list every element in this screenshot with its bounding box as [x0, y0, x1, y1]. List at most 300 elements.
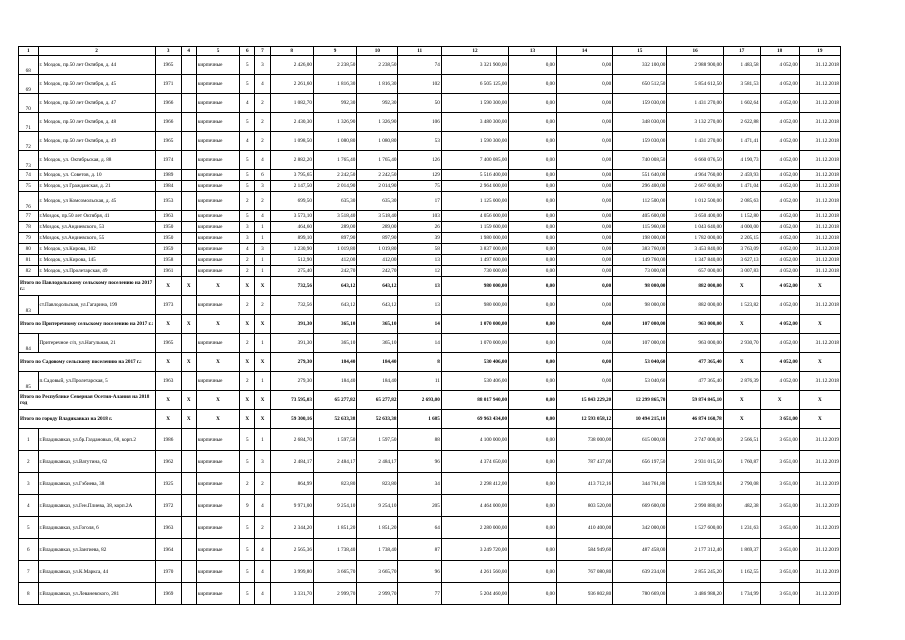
subtotal-cell: X [181, 353, 196, 372]
table-row [19, 583, 841, 605]
table-cell [181, 334, 196, 353]
subtotal-cell: X [255, 410, 270, 429]
table-cell: 5 [240, 181, 255, 192]
table-cell: 1958 [155, 255, 181, 266]
table-cell: 2 298 412,00 [441, 473, 508, 495]
subtotal-cell: 365,10 [313, 315, 356, 334]
table-cell [181, 233, 196, 244]
subtotal-cell: 530 406,00 [441, 353, 508, 372]
table-cell: 98 000,00 [613, 296, 667, 315]
table-cell: 31.12.2019 [799, 517, 840, 539]
table-cell: 1 869,37 [723, 539, 760, 561]
table-cell: 74 [398, 56, 441, 75]
table-cell: 412,00 [357, 255, 398, 266]
table-cell: 31.12.2019 [799, 429, 840, 451]
table-cell: 9 971,00 [270, 495, 313, 517]
table-cell: 3 486 988,20 [667, 583, 723, 605]
table-cell: 2 147,50 [270, 181, 313, 192]
subtotal-cell: 477 365,40 [667, 353, 723, 372]
subtotal-cell: 0,00 [556, 277, 612, 296]
table-cell: 4 [255, 561, 270, 583]
table-cell: 5 [240, 561, 255, 583]
table-cell: 31.12.2018 [799, 211, 840, 222]
table-cell: 4 [255, 583, 270, 605]
table-cell: 1 082,70 [270, 94, 313, 113]
table-cell: 767 080,80 [556, 561, 612, 583]
table-cell: 0,00 [509, 170, 557, 181]
subtotal-cell: X [723, 315, 760, 334]
subtotal-cell: X [240, 410, 255, 429]
table-cell: 11 [398, 372, 441, 391]
table-cell: 31.12.2018 [799, 132, 840, 151]
table-cell [181, 583, 196, 605]
table-cell: 1966 [155, 113, 181, 132]
table-cell: 0,00 [509, 266, 557, 277]
subtotal-cell: 14 [398, 315, 441, 334]
subtotal-cell: X [760, 391, 799, 410]
table-cell: 0,00 [556, 192, 612, 211]
subtotal-cell: X [196, 315, 239, 334]
table-cell: 2 238,50 [313, 56, 356, 75]
table-cell: 31.12.2018 [799, 244, 840, 255]
table-cell: 584 949,60 [556, 539, 612, 561]
table-cell: 3 651,00 [760, 451, 799, 473]
table-cell: 5 [240, 56, 255, 75]
column-number-16: 16 [667, 47, 723, 56]
table-cell: 53 [398, 132, 441, 151]
subtotal-cell: 88 017 940,00 [441, 391, 508, 410]
table-cell: 551 640,00 [613, 170, 667, 181]
table-cell: 0,00 [556, 170, 612, 181]
table-cell: 5 [240, 170, 255, 181]
subtotal-cell: X [255, 353, 270, 372]
wall-material-cell: кирпичные [196, 372, 239, 391]
table-cell: 5 [240, 151, 255, 170]
table-cell: 2 242,50 [357, 170, 398, 181]
address-cell: г.Моздок, пр.50 лет Октября, 41 [38, 211, 155, 222]
table-cell: 2 990 880,00 [667, 495, 723, 517]
table-cell: 13 [398, 255, 441, 266]
table-cell: 2 [240, 192, 255, 211]
table-cell: 4 [255, 75, 270, 94]
table-cell [181, 372, 196, 391]
table-cell [181, 296, 196, 315]
table-cell: 864,99 [270, 473, 313, 495]
table-cell: 4 052,00 [760, 56, 799, 75]
table-cell: 88 [398, 429, 441, 451]
table-row [19, 334, 841, 353]
table-cell: 31.12.2018 [799, 372, 840, 391]
table-cell: 1 098,50 [270, 132, 313, 151]
table-cell: 1 [255, 255, 270, 266]
table-cell: 31.12.2018 [799, 334, 840, 353]
table-cell [181, 495, 196, 517]
table-cell: 31.12.2018 [799, 151, 840, 170]
table-cell: 992,30 [357, 94, 398, 113]
table-cell: 656 197,50 [613, 451, 667, 473]
table-cell: 1 597,50 [357, 429, 398, 451]
table-cell: 1961 [155, 266, 181, 277]
table-cell: 0,00 [556, 372, 612, 391]
subtotal-cell: X [155, 315, 181, 334]
table-cell: 4 [255, 211, 270, 222]
address-cell: г.Владикавказ, ул.бр.Газдановых, 68, корп.2 [38, 429, 155, 451]
subtotal-cell: X [240, 315, 255, 334]
table-cell: 1 738,40 [313, 539, 356, 561]
subtotal-row [19, 353, 841, 372]
table-cell: 0,00 [509, 473, 557, 495]
table-cell: 1 851,20 [313, 517, 356, 539]
table-cell: 650 512,50 [613, 75, 667, 94]
table-cell [181, 429, 196, 451]
table-cell: 2 344,20 [270, 517, 313, 539]
subtotal-cell: 0,00 [556, 353, 612, 372]
wall-material-cell: кирпичные [196, 192, 239, 211]
table-cell: 4 100 000,00 [441, 429, 508, 451]
subtotal-cell: 732,56 [270, 277, 313, 296]
subtotal-cell: 8 [398, 353, 441, 372]
column-number-11: 11 [398, 47, 441, 56]
table-cell [181, 517, 196, 539]
subtotal-cell: 0,00 [556, 315, 612, 334]
table-cell: 1 326,90 [313, 113, 356, 132]
table-row [19, 473, 841, 495]
subtotal-cell: X [155, 410, 181, 429]
table-cell: 1 765,40 [357, 151, 398, 170]
table-cell: 4 052,00 [760, 75, 799, 94]
column-number-12: 12 [441, 47, 508, 56]
subtotal-cell: 13 [398, 277, 441, 296]
subtotal-cell: X [723, 353, 760, 372]
table-cell: 780 669,00 [613, 583, 667, 605]
table-cell: 738 000,00 [556, 429, 612, 451]
table-cell: 0,00 [509, 334, 557, 353]
row-number-cell: 70 [19, 94, 39, 113]
table-cell: 4 052,00 [760, 334, 799, 353]
table-cell: 1 [255, 222, 270, 233]
table-cell: 3 [240, 222, 255, 233]
table-cell: 0,00 [509, 583, 557, 605]
table-cell: 3 837 000,00 [441, 244, 508, 255]
table-cell: 0,00 [509, 75, 557, 94]
subtotal-cell: 882 000,00 [667, 277, 723, 296]
wall-material-cell: кирпичные [196, 561, 239, 583]
wall-material-cell: кирпичные [196, 56, 239, 75]
table-cell: 3 651,00 [760, 583, 799, 605]
table-cell: 1 816,30 [357, 75, 398, 94]
address-cell: г. Моздок, ул Комсомольская, д. 45 [38, 192, 155, 211]
table-cell: 5 854 612,50 [667, 75, 723, 94]
table-cell: 2 747 000,00 [667, 429, 723, 451]
table-cell: 1965 [155, 334, 181, 353]
table-cell: 2 [240, 372, 255, 391]
table-cell: 0,00 [509, 181, 557, 192]
table-cell: 730 000,00 [441, 266, 508, 277]
address-cell: г. Моздок, ул.Пролетарская, 49 [38, 266, 155, 277]
table-cell: 0,00 [556, 222, 612, 233]
table-cell: 50 [398, 94, 441, 113]
table-cell: 980 000,00 [441, 296, 508, 315]
table-cell: 1 [255, 334, 270, 353]
table-cell: 0,00 [509, 233, 557, 244]
table-cell: 1 816,30 [313, 75, 356, 94]
table-cell: 4 [255, 495, 270, 517]
wall-material-cell: кирпичные [196, 211, 239, 222]
table-cell: 1 431 270,00 [667, 94, 723, 113]
table-cell: 3 518,40 [357, 211, 398, 222]
subtotal-cell: 10 494 215,10 [613, 410, 667, 429]
table-cell [181, 244, 196, 255]
table-cell: 289,00 [357, 222, 398, 233]
subtotal-label: Итого по Республике Северная Осетия-Алания на 2018 год [19, 391, 156, 410]
table-cell: 4 052,00 [760, 222, 799, 233]
subtotal-cell: X [155, 277, 181, 296]
table-cell: 1959 [155, 244, 181, 255]
table-cell: 1925 [155, 473, 181, 495]
address-cell: г.Владикавказ, ул.Зангиева, 82 [38, 539, 155, 561]
table-cell: 5 [240, 211, 255, 222]
subtotal-cell: 4 052,00 [760, 315, 799, 334]
table-cell: 0,00 [509, 296, 557, 315]
table-cell: 787 437,00 [556, 451, 612, 473]
table-cell: 2 [255, 94, 270, 113]
table-cell: 2 [255, 113, 270, 132]
table-cell: 1986 [155, 429, 181, 451]
table-cell: 0,00 [509, 113, 557, 132]
subtotal-cell: X [799, 277, 840, 296]
table-cell: 0,00 [556, 132, 612, 151]
table-cell: 0,00 [509, 561, 557, 583]
table-cell: 1 043 640,00 [667, 222, 723, 233]
table-cell [181, 56, 196, 75]
table-cell: 464,60 [270, 222, 313, 233]
table-cell: 2 [255, 517, 270, 539]
table-cell: 2 622,88 [723, 113, 760, 132]
table-cell: 0,00 [509, 56, 557, 75]
table-cell: 31.12.2018 [799, 56, 840, 75]
table-cell: 115 960,00 [613, 222, 667, 233]
table-cell: 4 056 000,00 [441, 211, 508, 222]
table-cell: 31.12.2018 [799, 75, 840, 94]
row-number-cell: 77 [19, 211, 39, 222]
table-cell: 64 [398, 517, 441, 539]
table-cell: 1969 [155, 583, 181, 605]
table-cell [181, 539, 196, 561]
subtotal-cell: 0,00 [509, 353, 557, 372]
table-cell: 412,00 [313, 255, 356, 266]
table-cell: 1 [255, 372, 270, 391]
address-cell: г.Владикавказ, ул.К.Маркса, 44 [38, 561, 155, 583]
table-cell: 2 177 312,40 [667, 539, 723, 561]
table-cell: 4 000,00 [723, 222, 760, 233]
table-cell: 1 152,80 [723, 211, 760, 222]
wall-material-cell: кирпичные [196, 75, 239, 94]
row-number-cell: 69 [19, 75, 39, 94]
table-cell: 1 080,80 [313, 132, 356, 151]
table-cell: 4 052,00 [760, 113, 799, 132]
table-cell: 0,00 [509, 94, 557, 113]
subtotal-cell: X [723, 277, 760, 296]
table-cell: 3 [255, 56, 270, 75]
table-cell: 4 052,00 [760, 244, 799, 255]
table-cell: 31.12.2018 [799, 222, 840, 233]
subtotal-cell: X [799, 353, 840, 372]
row-number-cell: 84 [19, 334, 39, 353]
table-cell: 4 [240, 244, 255, 255]
subtotal-cell: 963 000,00 [667, 315, 723, 334]
table-cell: 2 882,20 [270, 151, 313, 170]
table-cell: 1 497 600,00 [441, 255, 508, 266]
subtotal-cell: 0,00 [509, 410, 557, 429]
table-cell: 3 651,00 [760, 517, 799, 539]
table-cell: 77 [398, 583, 441, 605]
table-cell: 2 [255, 132, 270, 151]
table-cell: 0,00 [556, 56, 612, 75]
table-cell: 53 040,60 [613, 372, 667, 391]
table-cell: 126 [398, 151, 441, 170]
column-number-3: 3 [155, 47, 181, 56]
subtotal-cell: 365,10 [357, 315, 398, 334]
subtotal-cell: X [723, 391, 760, 410]
table-cell: 2 999,70 [357, 583, 398, 605]
row-number-cell: 71 [19, 113, 39, 132]
address-cell: г.Владикавказ, ул.Ватутина, 62 [38, 451, 155, 473]
table-cell: 129 [398, 170, 441, 181]
table-cell: 512,90 [270, 255, 313, 266]
address-cell: г.Моздок, ул.Андиевского, 53 [38, 222, 155, 233]
table-row [19, 561, 841, 583]
row-number-cell: 80 [19, 244, 39, 255]
table-cell: 1965 [155, 56, 181, 75]
subtotal-label: Итого по Садовому сельскому поселению на 2017 г.: [19, 353, 156, 372]
table-cell: 1970 [155, 561, 181, 583]
table-cell: 1 070 000,00 [441, 334, 508, 353]
column-number-17: 17 [723, 47, 760, 56]
row-number-cell: 72 [19, 132, 39, 151]
table-cell: 477 365,40 [667, 372, 723, 391]
address-cell: Притеречное с/п, ул.Нагульная, 21 [38, 334, 155, 353]
table-cell: 4 052,00 [760, 170, 799, 181]
table-cell: 1 738,40 [357, 539, 398, 561]
table-cell: 0,00 [509, 539, 557, 561]
subtotal-cell: 59 300,16 [270, 410, 313, 429]
table-cell: 4 052,00 [760, 151, 799, 170]
table-cell: 344 761,80 [613, 473, 667, 495]
table-cell: 1 760,87 [723, 451, 760, 473]
subtotal-cell: 0,00 [509, 277, 557, 296]
table-cell: 1 230,90 [270, 244, 313, 255]
table-cell: 0,00 [556, 255, 612, 266]
table-cell: 1 602,64 [723, 94, 760, 113]
address-cell: г. Моздок, пр.50 лет Октября, д. 48 [38, 113, 155, 132]
table-cell: 2 999,70 [313, 583, 356, 605]
table-cell: 14 [398, 334, 441, 353]
table-cell: 2 931 015,50 [667, 451, 723, 473]
table-cell: 3 651,00 [760, 495, 799, 517]
table-cell: 31.12.2019 [799, 561, 840, 583]
table-cell: 1963 [155, 517, 181, 539]
table-cell: 1 159 600,00 [441, 222, 508, 233]
table-cell: 5 [240, 113, 255, 132]
table-cell: 2 459,93 [723, 170, 760, 181]
table-cell: 3 518,40 [313, 211, 356, 222]
table-cell: 530 406,00 [441, 372, 508, 391]
table-cell: 897,90 [313, 233, 356, 244]
table-cell: 1974 [155, 151, 181, 170]
table-cell: 657 000,00 [667, 266, 723, 277]
table-cell: 2 242,50 [313, 170, 356, 181]
table-cell: 2 [240, 255, 255, 266]
subtotal-cell: 1 070 000,00 [441, 315, 508, 334]
table-cell: 2 [240, 266, 255, 277]
wall-material-cell: кирпичные [196, 233, 239, 244]
table-cell: 1 162,55 [723, 561, 760, 583]
table-cell: 3 453 840,00 [667, 244, 723, 255]
table-cell: 279,30 [270, 372, 313, 391]
table-cell: 4 [255, 539, 270, 561]
table-cell: 897,90 [357, 233, 398, 244]
wall-material-cell: кирпичные [196, 334, 239, 353]
address-cell: г.Владикавказ, ул.Леваневского, 281 [38, 583, 155, 605]
table-cell: 17 [398, 192, 441, 211]
table-cell: 1 765,40 [313, 151, 356, 170]
table-cell: 106 [398, 113, 441, 132]
table-cell: 0,00 [556, 181, 612, 192]
subtotal-cell: X [723, 410, 760, 429]
subtotal-cell: 69 963 434,00 [441, 410, 508, 429]
table-cell: 803 520,00 [556, 495, 612, 517]
subtotal-cell: 643,12 [357, 277, 398, 296]
table-cell: 31.12.2018 [799, 94, 840, 113]
address-cell: г. Моздок, ул. Октябрьская, д. 88 [38, 151, 155, 170]
table-cell [181, 451, 196, 473]
table-cell: 2 876,39 [723, 372, 760, 391]
table-row [19, 170, 841, 181]
table-cell: 487 458,00 [613, 539, 667, 561]
subtotal-cell: 65 277,82 [357, 391, 398, 410]
table-cell: 1950 [155, 233, 181, 244]
table-cell: 2 964 000,00 [441, 181, 508, 192]
table-cell: 3 [255, 181, 270, 192]
subtotal-cell: X [255, 391, 270, 410]
subtotal-cell: X [799, 410, 840, 429]
column-number-2: 2 [38, 47, 155, 56]
subtotal-label: Итого по городу Владикавказ на 2018 г. [19, 410, 156, 429]
table-cell: 1963 [155, 211, 181, 222]
subtotal-cell: 107 000,00 [613, 315, 667, 334]
table-cell: 2 684,70 [270, 429, 313, 451]
column-number-15: 15 [613, 47, 667, 56]
table-cell: 4 052,00 [760, 211, 799, 222]
table-cell: 2 014,90 [357, 181, 398, 192]
table-cell: 3 651,00 [760, 473, 799, 495]
table-cell [181, 222, 196, 233]
table-cell: 4 052,00 [760, 192, 799, 211]
table-cell: 242,70 [357, 266, 398, 277]
table-cell: 5 204 460,00 [441, 583, 508, 605]
table-cell: 2 566,51 [723, 429, 760, 451]
table-cell: 1972 [155, 495, 181, 517]
table-cell: 3 [255, 451, 270, 473]
table-cell: 4 261 560,00 [441, 561, 508, 583]
table-cell [181, 266, 196, 277]
table-cell: 5 516 400,00 [441, 170, 508, 181]
table-cell: 0,00 [509, 151, 557, 170]
wall-material-cell: кирпичные [196, 451, 239, 473]
table-cell: 3 249 720,00 [441, 539, 508, 561]
table-cell: 96 [398, 561, 441, 583]
table-cell: 2 [255, 296, 270, 315]
